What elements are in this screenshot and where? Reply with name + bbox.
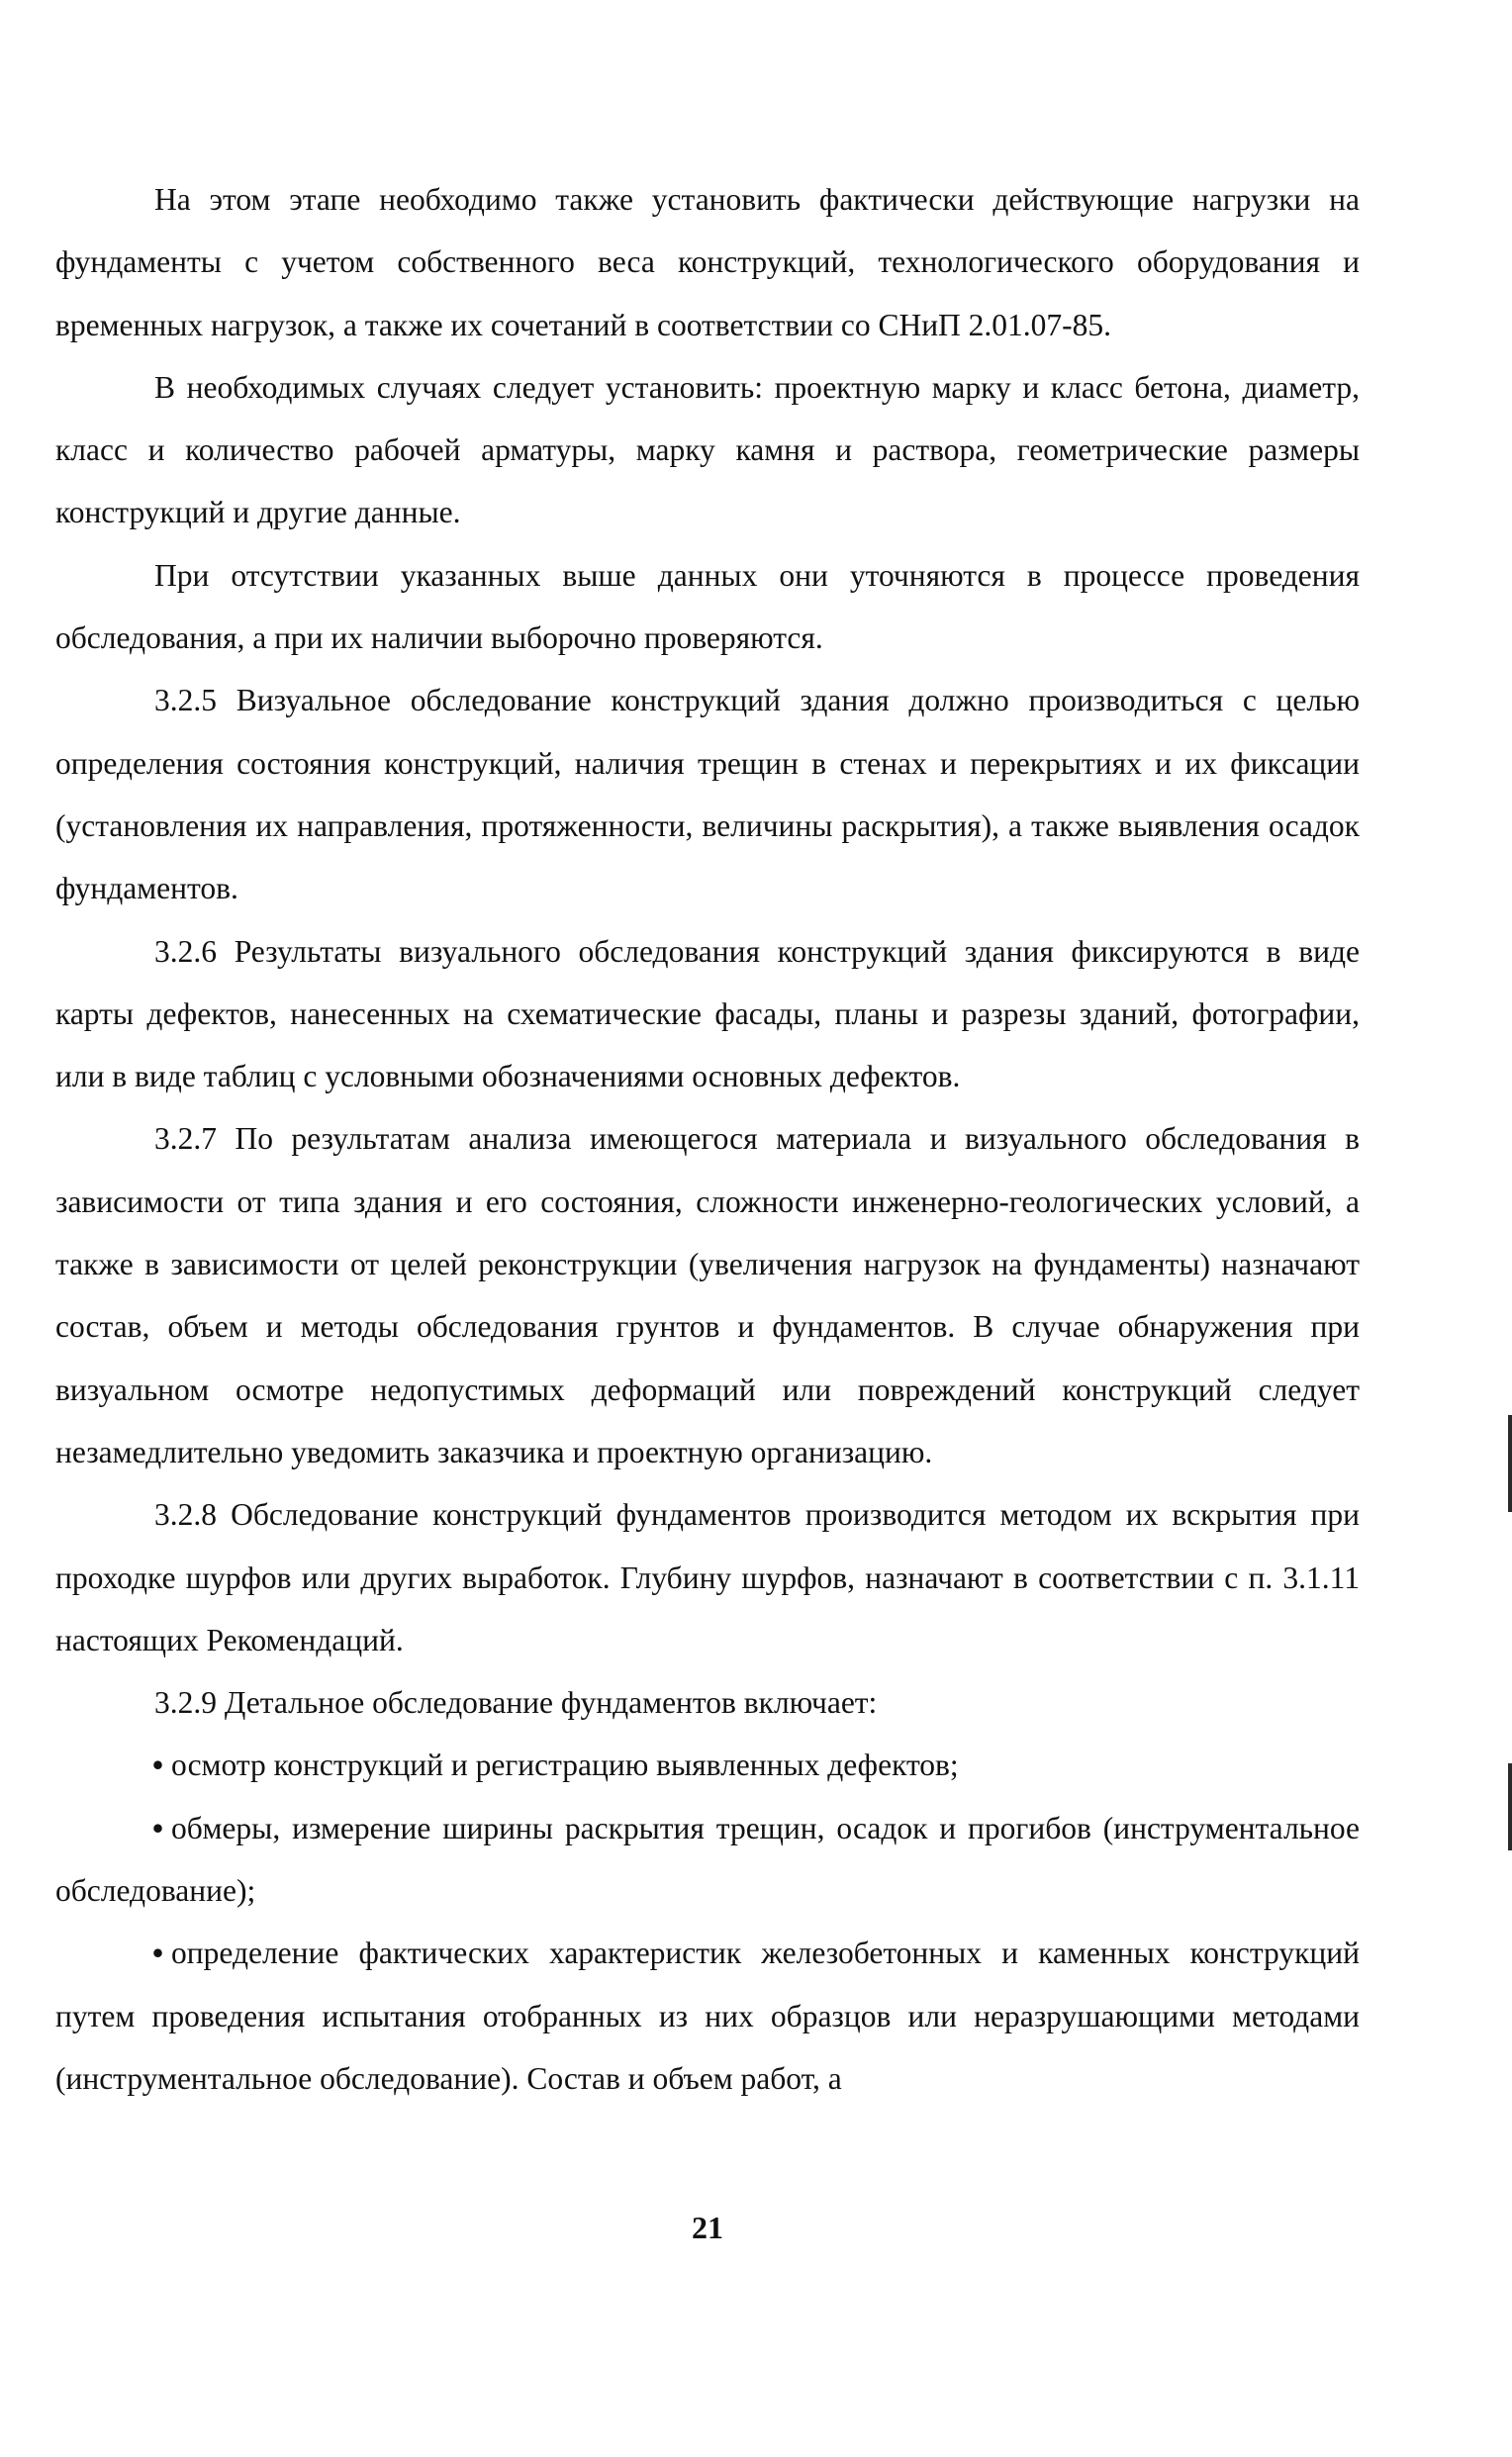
bullet-icon: •	[152, 1936, 164, 1971]
paragraph-loads: На этом этапе необходимо также установить фактически действующие нагрузки на фундаменты с учетом собственного веса конструкций, технологического оборудования и временных нагрузок, а также их сочетаний в соответствии со СНиП 2.01.07-85.	[55, 182, 1360, 342]
list-item-text: определение фактических характеристик железобетонных и каменных конструкций путем проведения испытания отобранных из них образцов или неразрушающими методами (инструментальное обследование). Состав и объем работ, а	[55, 1936, 1360, 2096]
list-item	[55, 1922, 1360, 2110]
list-item	[55, 1797, 1360, 1923]
page-number: 21	[692, 2210, 723, 2245]
bullet-icon: •	[152, 1748, 164, 1783]
scan-edge-mark	[1508, 1763, 1512, 1850]
paragraph-missing-data: При отсутствии указанных выше данных они уточняются в процессе проведения обследования, а при их наличии выборочно проверяются.	[55, 557, 1360, 656]
body-text	[55, 168, 1360, 2110]
paragraph-3-2-9: 3.2.9 Детальное обследование фундаментов включает:	[154, 1685, 878, 1721]
paragraph-3-2-6: 3.2.6 Результаты визуального обследования конструкций здания фиксируются в виде карты дефектов, нанесенных на схематические фасады, планы и разрезы зданий, фотографии, или в виде таблиц с условными обозначениями основных дефектов.	[55, 933, 1360, 1094]
bullet-icon: •	[152, 1810, 164, 1845]
list-item-text: обмеры, измерение ширины раскрытия трещин, осадок и прогибов (инструментальное обследование);	[55, 1810, 1360, 1909]
list-item	[55, 1734, 1360, 1796]
paragraph-3-2-8: 3.2.8 Обследование конструкций фундаментов производится методом их вскрытия при проходке шурфов или других выработок. Глубину шурфов, назначают в соответствии с п. 3.1.11 настоящих Рекомендаций.	[55, 1497, 1360, 1657]
scan-edge-mark	[1508, 1415, 1512, 1512]
paragraph-3-2-7: 3.2.7 По результатам анализа имеющегося материала и визуального обследования в зависимости от типа здания и его состояния, сложности инженерно-геологических условий, а также в зависимости от целей реконструкции (увеличения нагрузок на фундаменты) назначают состав, объем и методы обследования грунтов и фундаментов. В случае обнаружения при визуальном осмотре недопустимых деформаций или повреждений конструкций следует незамедлительно уведомить заказчика и проектную организацию.	[55, 1121, 1360, 1469]
list-item-text: осмотр конструкций и регистрацию выявленных дефектов;	[171, 1748, 959, 1783]
paragraph-3-2-5: 3.2.5 Визуальное обследование конструкций здания должно производиться с целью определения состояния конструкций, наличия трещин в стенах и перекрытиях и их фиксации (установления их направления, протяженности, величины раскрытия), а также выявления осадок фундаментов.	[55, 683, 1360, 906]
paragraph-required-data: В необходимых случаях следует установить: проектную марку и класс бетона, диаметр, класс и количество рабочей арматуры, марку камня и раствора, геометрические размеры конструкций и другие данные.	[55, 369, 1360, 530]
